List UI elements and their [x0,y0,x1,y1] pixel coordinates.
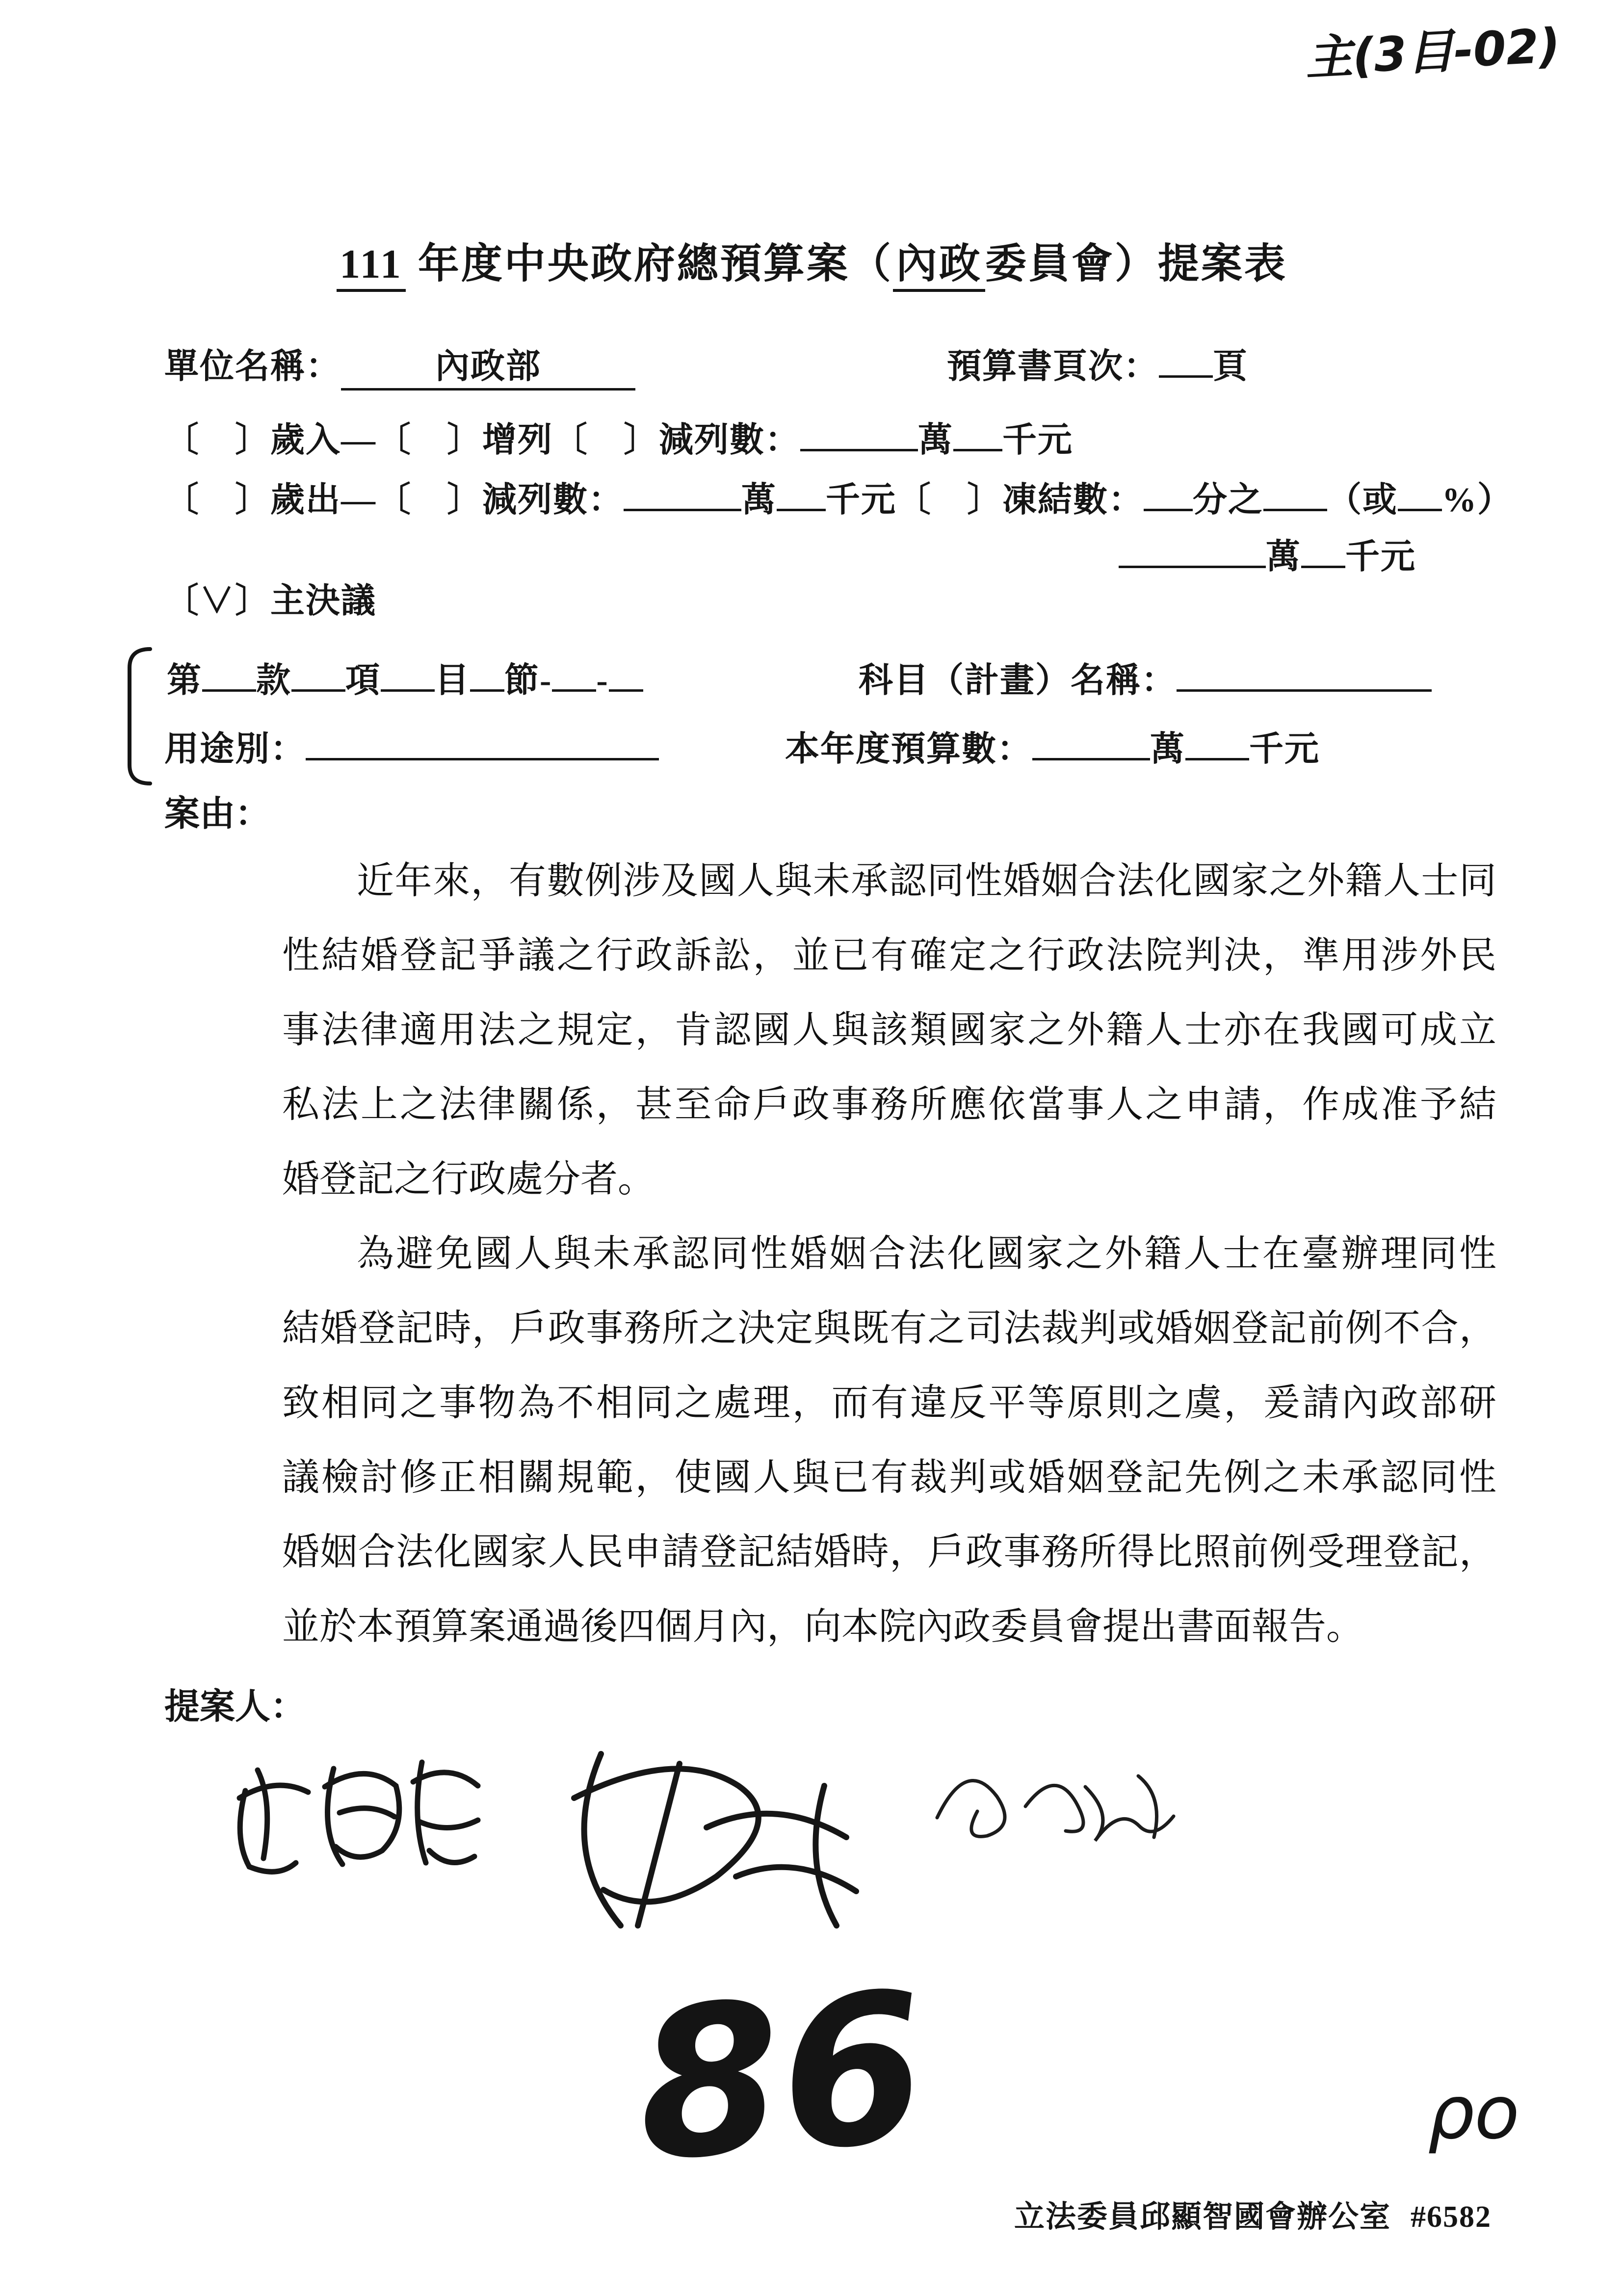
handwritten-top-right-mark: 主(3目-02) [1304,18,1562,86]
case-body [282,844,1496,1664]
revenue-wan-field [800,449,918,451]
case-paragraph-line: 結婚登記時，戶政事務所之決定與既有之司法裁判或婚姻登記前例不合， [282,1308,1496,1349]
freeze-amount-row [1119,529,1416,578]
subject-row [859,652,1432,702]
freeze-fen-label: 分之 [1193,481,1263,519]
footer-office: 立法委員邱顯智國會辦公室 [1014,2200,1391,2234]
unit-name-field: 內政部 [341,339,635,391]
freeze-denominator-field [1263,509,1327,511]
main-resolution-row [164,573,376,623]
unit-name-label: 單位名稱： [164,348,341,386]
usage-field [306,758,659,760]
expense-label: 歲出— [270,481,376,519]
case-paragraph-line: 婚登記之行政處分者。 [282,1159,655,1200]
expense-row [164,472,1513,522]
expense-qian-unit: 千元 [826,481,896,519]
expense-wan-unit: 萬 [741,481,777,519]
case-paragraph-line: 私法上之法律關係，甚至命戶政事務所應依當事人之申請，作成准予結 [282,1084,1496,1125]
expense-cut-label: 減列數： [482,481,624,519]
year-budget-wan-unit: 萬 [1150,731,1185,768]
signature-block [211,1727,1290,1938]
unit-name-row [164,339,635,391]
expense-qian-field [777,509,826,511]
item-dash-label: - [596,662,609,700]
usage-row [164,721,659,771]
signature-3-icon [908,1727,1192,1864]
case-paragraph-line: 為避免國人與未承認同性婚姻合法化國家之外籍人士在臺辦理同性 [357,1233,1496,1275]
item-kuan-label: 款 [256,662,291,700]
case-paragraph-line: 事法律適用法之規定，肯認國人與該類國家之外籍人士亦在我國可成立 [282,1010,1496,1051]
checkbox-revenue-add: 〔 〕 [376,421,482,459]
case-paragraph-line: 近年來，有數例涉及國人與未承認同性婚姻合法化國家之外籍人士同 [357,861,1496,902]
usage-label: 用途別： [164,731,306,768]
checkbox-revenue: 〔 〕 [164,421,270,459]
year-budget-label: 本年度預算數： [785,731,1032,768]
item-xiang-label: 項 [345,662,381,700]
title-seg1: 年度中央政府總預算案（ [405,241,893,287]
revenue-qian-unit: 千元 [1002,421,1073,459]
freeze-wan-field [1119,566,1266,568]
revenue-cut-label: 減列數： [659,421,800,459]
case-paragraph-line: 議檢討修正相關規範，使國人與已有裁判或婚姻登記先例之未承認同性 [282,1457,1496,1498]
item-jie-field [470,689,504,692]
year-budget-row [785,721,1320,771]
section-bracket [122,645,153,787]
year-budget-qian-unit: 千元 [1249,731,1320,768]
year-budget-qian-field [1185,758,1249,760]
checkbox-expense-cut: 〔 〕 [376,481,482,519]
item-mu-field [381,689,435,692]
revenue-wan-unit: 萬 [918,421,953,459]
item-xiang-field [291,689,345,692]
signature-1-icon [211,1727,496,1894]
subject-label: 科目（計畫）名稱： [859,662,1177,700]
revenue-add-label: 增列 [482,421,553,459]
checkbox-expense: 〔 〕 [164,481,270,519]
bracket-icon [122,645,153,787]
handwritten-bottom-right-mark: ρo [1428,2070,1519,2156]
item-mu-label: 目 [435,662,470,700]
document-title [0,231,1624,290]
item-kuan-field [202,689,256,692]
checkbox-main-resolution-checked: 〔∨〕 [164,582,270,620]
freeze-or-label: （或 [1327,481,1398,519]
title-seg2: 委員會）提案表 [985,241,1287,287]
item-jie-label: 節- [504,662,552,700]
item-di-label: 第 [167,662,202,700]
checkbox-revenue-cut: 〔 〕 [553,421,659,459]
footer-extension: #6582 [1411,2200,1492,2234]
year-budget-wan-field [1032,758,1150,760]
proposer-label: 提案人： [164,1687,306,1726]
freeze-pct-label: %） [1442,481,1513,519]
subject-field [1177,689,1432,692]
expense-wan-field [624,509,741,511]
freeze-label: 凍結數： [1002,481,1144,519]
budget-page-field [1159,375,1213,378]
revenue-row [164,412,1073,462]
item-sub2-field [609,689,643,692]
case-paragraph-line: 並於本預算案通過後四個月內，向本院內政委員會提出書面報告。 [282,1606,1363,1647]
case-paragraph-line: 性結婚登記爭議之行政訴訟，並已有確定之行政法院判決，準用涉外民 [282,935,1496,976]
case-paragraph-line: 致相同之事物為不相同之處理，而有違反平等原則之虞，爰請內政部研 [282,1383,1496,1424]
budget-page-row [947,339,1248,388]
revenue-qian-field [953,449,1002,451]
freeze-wan-unit: 萬 [1266,538,1301,576]
title-year: 111 [337,241,406,292]
item-sub1-field [552,689,596,692]
main-resolution-label: 主決議 [270,582,376,620]
checkbox-freeze: 〔 〕 [896,481,1002,519]
case-paragraph-line: 婚姻合法化國家人民申請登記結婚時，戶政事務所得比照前例受理登記， [282,1532,1496,1573]
handwritten-page-number: 86 [629,1948,933,2207]
item-row [167,652,643,702]
title-committee: 內政 [893,241,985,292]
signature-2-icon [530,1727,873,1938]
freeze-numerator-field [1144,509,1193,511]
revenue-label: 歲入— [270,421,376,459]
budget-page-unit: 頁 [1213,348,1248,386]
freeze-qian-field [1301,566,1345,568]
case-label: 案由： [164,794,271,834]
freeze-percent-field [1398,509,1442,511]
footer-office-line [1014,2192,1492,2236]
budget-page-label: 預算書頁次： [947,348,1159,386]
freeze-qian-unit: 千元 [1345,538,1416,576]
